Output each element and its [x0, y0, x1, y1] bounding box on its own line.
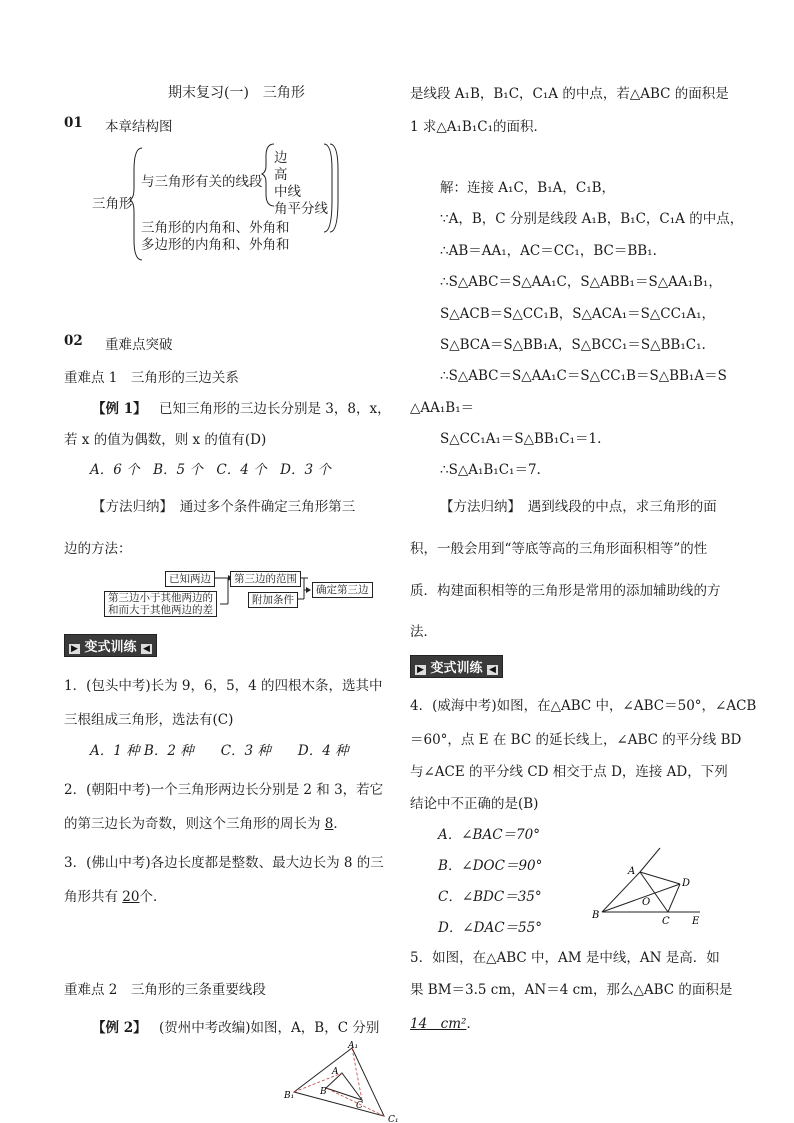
- figure-triangle-abc-bisectors: [588, 842, 718, 926]
- question-3-line2: [64, 885, 166, 905]
- question-4-line3: 与∠ACE 的平分线 CD 相交于点 D，连接 AD，下列: [410, 764, 728, 780]
- question-3-text: 角形共有: [64, 889, 123, 905]
- tree-branch-segments: 与三角形有关的线段: [141, 174, 263, 190]
- question-2-end: ．: [333, 816, 347, 832]
- flow-condition-line1: 第三边小于其他两边的: [108, 592, 213, 604]
- question-5-end: ．: [466, 1016, 480, 1032]
- example-1-line2: 若 x 的值为偶数，则 x 的值有(D): [64, 432, 267, 448]
- question-4-line4: 结论中不正确的是(B): [410, 796, 539, 812]
- method-1-line2: 边的方法：: [64, 541, 132, 557]
- back-icon: ◀: [143, 644, 150, 654]
- label-b: B: [320, 1087, 327, 1097]
- question-2-line2: [64, 812, 347, 832]
- question-4-option-a: A．∠BAC＝70°: [438, 827, 540, 843]
- question-4-line1: 4．(威海中考)如图，在△ABC 中，∠ABC＝50°，∠ACB: [410, 698, 757, 714]
- example-1-line1: 已知三角形的三边长分别是 3，8，x，: [159, 401, 391, 417]
- question-3-answer: 20: [122, 889, 140, 905]
- tree-branch-polygon-angles: 多边形的内角和、外角和: [141, 237, 290, 253]
- key-point-1: 重难点 1 三角形的三边关系: [64, 370, 239, 386]
- solution-line-10: ∴S△A₁B₁C₁＝7.: [440, 462, 541, 478]
- label-c: C: [662, 916, 670, 926]
- flow-known-sides: 已知两边: [165, 571, 215, 587]
- method-2-line1: 【方法归纳】 遇到线段的中点，求三角形的面: [440, 499, 717, 515]
- solution-line-5: S△ACB＝S△CC₁B，S△ACA₁＝S△CC₁A₁，: [440, 306, 715, 322]
- page-title: 期末复习(一) 三角形: [168, 85, 305, 101]
- question-1-options: A．1 种 B．2 种 C．3 种 D．4 种: [90, 743, 349, 759]
- key-point-2: 重难点 2 三角形的三条重要线段: [64, 982, 266, 998]
- label-b: B: [592, 910, 600, 921]
- label-o: O: [642, 897, 651, 908]
- question-5-line2: 果 BM＝3.5 cm，AN＝4 cm，那么△ABC 的面积是: [410, 982, 733, 998]
- solution-line-9: S△CC₁A₁＝S△BB₁C₁＝1.: [440, 431, 602, 447]
- tree-leaf-side: 边: [274, 150, 288, 166]
- question-3-end: 个．: [139, 889, 167, 905]
- question-5-line3: [410, 1012, 480, 1032]
- label-a: A: [332, 1067, 339, 1077]
- label-c: C: [356, 1101, 363, 1111]
- example-1-label: 【例 1】: [92, 401, 147, 417]
- question-1-line2: 三根组成三角形，选法有(C): [64, 712, 234, 728]
- label-b1: B₁: [284, 1091, 295, 1101]
- tree-root: 三角形: [92, 196, 133, 212]
- solution-line-8: △AA₁B₁＝: [410, 400, 475, 416]
- variant-training-tag-2: [410, 655, 503, 678]
- solution-line-6: S△BCA＝S△BB₁A，S△BCC₁＝S△BB₁C₁.: [440, 337, 706, 353]
- question-4-line2: ＝60°，点 E 在 BC 的延长线上，∠ABC 的平分线 BD: [410, 732, 742, 748]
- question-5-answer: 14 cm²: [410, 1016, 467, 1032]
- question-1-line1: 1．(包头中考)长为 9，6，5，4 的四根木条，选其中: [64, 678, 383, 694]
- variant-training-label-2: 变式训练: [430, 661, 483, 676]
- label-d: D: [682, 878, 691, 889]
- label-a1: A₁: [348, 1041, 359, 1051]
- question-2-answer: 8: [324, 816, 334, 832]
- section-01-label: 本章结构图: [105, 119, 173, 135]
- method-2-line4: 法．: [410, 624, 437, 640]
- flow-condition: [104, 591, 217, 617]
- method-2-line2: 积，一般会用到“等底等高的三角形面积相等”的性: [410, 541, 708, 557]
- example-2-cont-line1: 是线段 A₁B，B₁C，C₁A 的中点，若△ABC 的面积是: [410, 86, 729, 102]
- variant-training-label-1: 变式训练: [84, 640, 137, 655]
- label-e: E: [692, 916, 700, 926]
- flow-determine-third-side: 确定第三边: [312, 582, 373, 598]
- solution-line-1: 解：连接 A₁C，B₁A，C₁B，: [440, 180, 616, 196]
- variant-training-tag-1: [64, 634, 157, 657]
- figure-triangle-a1b1c1: [280, 1038, 405, 1123]
- question-3-line1: 3．(佛山中考)各边长度都是整数、最大边长为 8 的三: [64, 855, 384, 871]
- example-2-text: (贺州中考改编)如图，A，B，C 分别: [159, 1020, 380, 1036]
- question-2-line1: 2．(朝阳中考)一个三角形两边长分别是 2 和 3，若它: [64, 782, 384, 798]
- method-2-line3: 质．构建面积相等的三角形是常用的添加辅助线的方: [410, 583, 721, 599]
- example-2-cont-line2: 1 求△A₁B₁C₁的面积．: [410, 119, 547, 135]
- tree-leaf-median: 中线: [274, 184, 301, 200]
- tree-leaf-height: 高: [274, 167, 288, 183]
- back-icon: ◀: [489, 665, 496, 675]
- question-4-option-b: B．∠DOC＝90°: [438, 858, 543, 874]
- question-5-line1: 5．如图，在△ABC 中，AM 是中线，AN 是高．如: [410, 950, 720, 966]
- label-c1: C₁: [388, 1115, 399, 1123]
- section-01-number: 01: [64, 115, 83, 131]
- flow-condition-line2: 和而大于其他两边的差: [108, 604, 213, 616]
- solution-line-4: ∴S△ABC＝S△AA₁C，S△ABB₁＝S△AA₁B₁，: [440, 274, 722, 290]
- flow-third-side-range: 第三边的范围: [230, 571, 301, 587]
- question-2-text: 的第三边长为奇数，则这个三角形的周长为: [64, 816, 325, 832]
- example-1-options: A．6 个 B．5 个 C．4 个 D．3 个: [90, 462, 331, 478]
- question-4-option-c: C．∠BDC＝35°: [438, 889, 542, 905]
- tree-leaf-bisector: 角平分线: [274, 201, 328, 217]
- solution-line-3: ∴AB＝AA₁，AC＝CC₁，BC＝BB₁.: [440, 243, 657, 259]
- tree-branch-triangle-angles: 三角形的内角和、外角和: [141, 220, 290, 236]
- section-02-label: 重难点突破: [105, 337, 173, 353]
- solution-line-2: ∵A，B，C 分别是线段 A₁B，B₁C，C₁A 的中点，: [440, 211, 744, 227]
- method-1-line1: 【方法归纳】 通过多个条件确定三角形第三: [92, 499, 356, 515]
- label-a: A: [628, 866, 636, 877]
- play-icon: ▶: [71, 644, 78, 654]
- section-02-number: 02: [64, 333, 83, 349]
- play-icon: ▶: [417, 665, 424, 675]
- flow-extra-condition: 附加条件: [248, 592, 298, 608]
- example-2-label: 【例 2】: [92, 1020, 147, 1036]
- solution-line-7: ∴S△ABC＝S△AA₁C＝S△CC₁B＝S△BB₁A＝S: [440, 368, 727, 384]
- question-4-option-d: D．∠DAC＝55°: [438, 920, 542, 936]
